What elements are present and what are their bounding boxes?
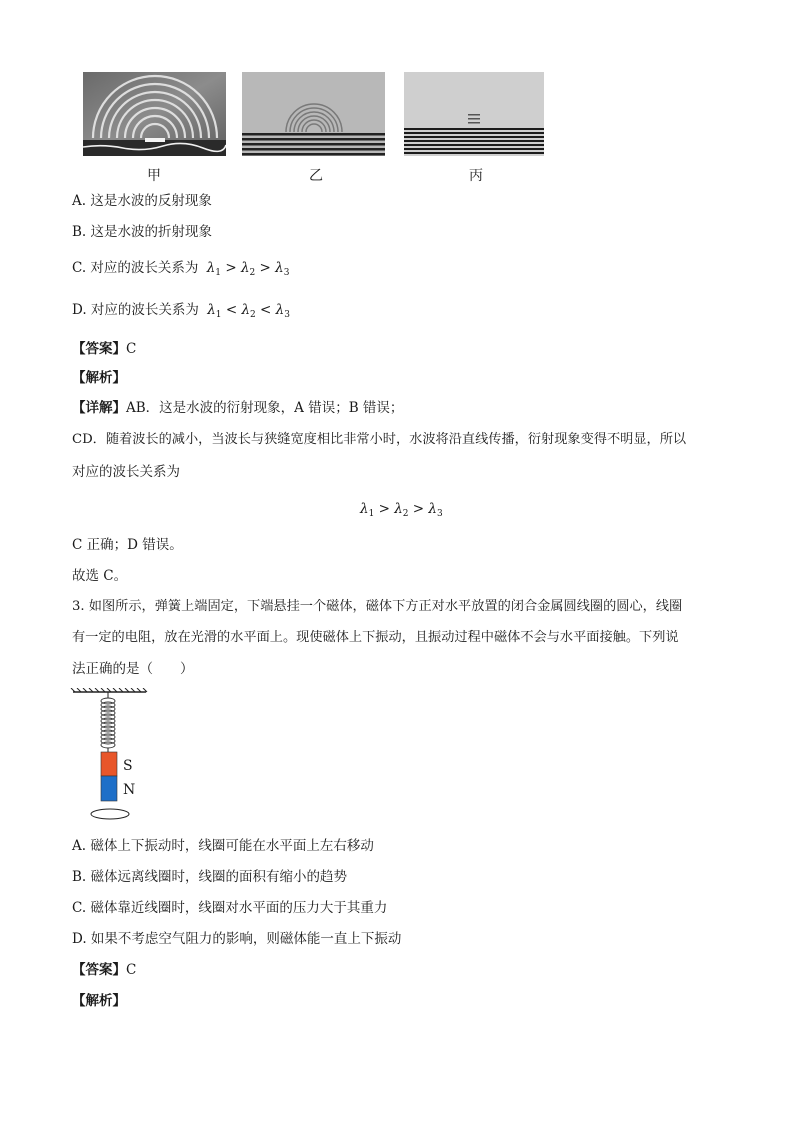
ripple-photo-bing (404, 72, 544, 156)
q2-option-c-text: C. 对应的波长关系为 (72, 260, 199, 276)
answer-tag: 【答案】 (72, 341, 126, 357)
q3-option-c: C. 磁体靠近线圈时，线圈对水平面的压力大于其重力 (72, 900, 388, 916)
q2-relation-centered: $\lambda_1 > \lambda_2 > \lambda_3$ (360, 501, 443, 519)
q2-option-d-text: D. 对应的波长关系为 (72, 302, 199, 318)
ripple-photo-yi (242, 72, 385, 156)
answer-value: C (126, 341, 137, 357)
q2-option-d (72, 300, 290, 325)
q3-option-b: B. 磁体远离线圈时，线圈的面积有缩小的趋势 (72, 869, 348, 885)
figure-caption-jia: 甲 (147, 168, 161, 184)
magnet-s-label: S (123, 758, 133, 774)
figure-caption-bing: 丙 (469, 168, 483, 184)
magnet-south-pole (101, 752, 117, 776)
answer-value: C (126, 962, 137, 978)
q3-option-d: D. 如果不考虑空气阻力的影响，则磁体能一直上下振动 (72, 931, 402, 947)
metal-coil-ring (91, 809, 129, 819)
q2-analysis-tag: 【解析】 (72, 370, 126, 386)
q2-option-d-relation: $\lambda_1 < \lambda_2 < \lambda_3$ (207, 302, 290, 320)
spring-magnet-diagram (70, 688, 160, 823)
magnet-north-pole (101, 776, 117, 801)
q2-conclusion-1: C 正确；D 错误。 (72, 537, 183, 553)
q2-detail-cd-line2: 对应的波长关系为 (72, 464, 180, 480)
q2-option-a: A. 这是水波的反射现象 (72, 193, 212, 209)
magnet-n-label: N (123, 782, 136, 798)
answer-tag: 【答案】 (72, 962, 126, 978)
q2-conclusion-2: 故选 C。 (72, 568, 128, 584)
q2-option-b: B. 这是水波的折射现象 (72, 224, 213, 240)
q3-analysis-tag: 【解析】 (72, 993, 126, 1009)
detail-tag: 【详解】 (72, 400, 126, 416)
q2-answer (72, 339, 136, 359)
q3-stem-line1: 3. 如图所示，弹簧上端固定，下端悬挂一个磁体，磁体下方正对水平放置的闭合金属圆线圈的圆心，线圈 (72, 599, 683, 614)
q3-stem-line3: 法正确的是（ ） (72, 661, 194, 677)
q3-stem-line2: 有一定的电阻，放在光滑的水平面上。现使磁体上下振动，且振动过程中磁体不会与水平面接触。下列说 (72, 630, 679, 645)
q3-option-a: A. 磁体上下振动时，线圈可能在水平面上左右移动 (72, 838, 374, 854)
q2-option-c (72, 258, 289, 283)
q2-option-c-relation: $\lambda_1 > \lambda_2 > \lambda_3$ (206, 260, 290, 278)
q2-detail-cd-line1: CD．随着波长的减小，当波长与狭缝宽度相比非常小时，水波将沿直线传播，衍射现象变得不明显，所以 (72, 432, 687, 447)
q2-detail-ab: 【详解】AB．这是水波的衍射现象，A 错误；B 错误； (72, 400, 404, 416)
ripple-photo-jia (83, 72, 226, 156)
q3-answer (72, 960, 136, 980)
figure-caption-yi: 乙 (309, 168, 323, 184)
